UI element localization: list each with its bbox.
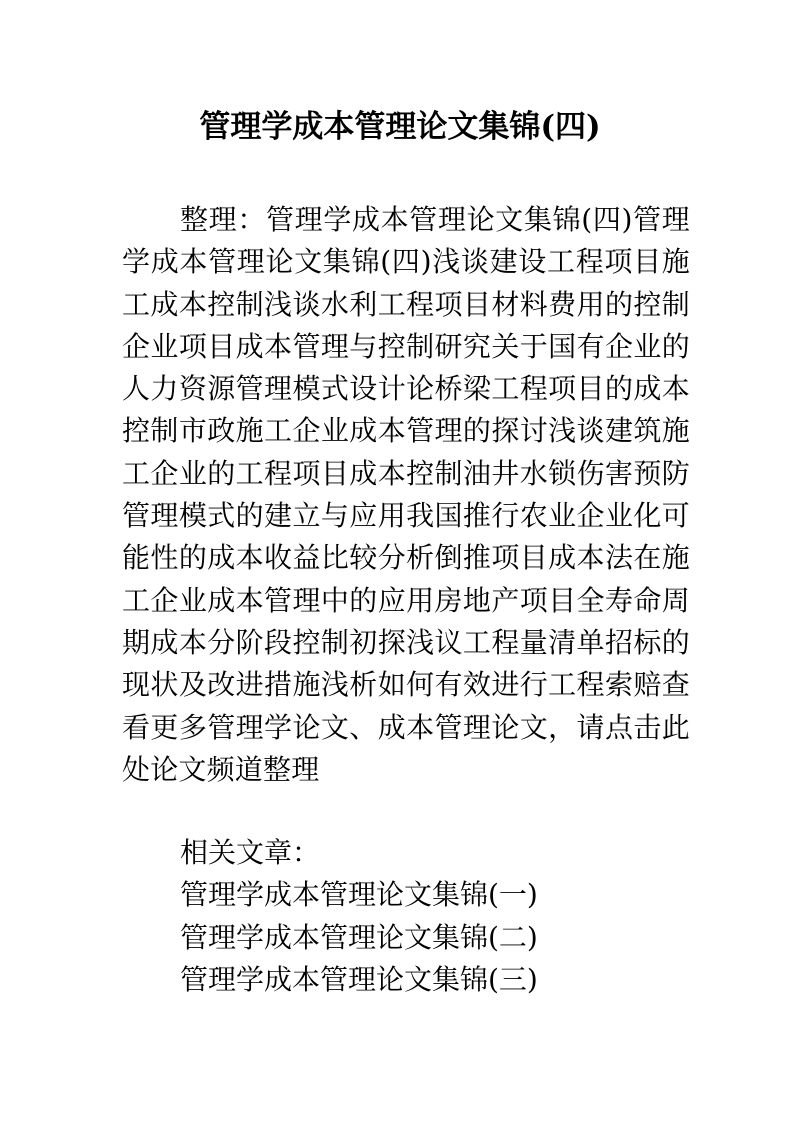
document-title: 管理学成本管理论文集锦(四): [199, 109, 601, 145]
related-article-item: 管理学成本管理论文集锦(二): [180, 920, 538, 954]
related-articles-heading: 相关文章：: [180, 836, 321, 869]
related-articles-list: [180, 832, 700, 1001]
document-body-paragraph: 整理：管理学成本管理论文集锦(四)管理学成本管理论文集锦(四)浅谈建设工程项目施工成本控制浅谈水利工程项目材料费用的控制企业项目成本管理与控制研究关于国有企业的人力资源管理模式设计论桥梁工程项目的成本控制市政施工企业成本管理的探讨浅谈建筑施工企业的工程项目成本控制油井水锁伤害预防管理模式的建立与应用我国推行农业企业化可能性的成本收益比较分析倒推项目成本法在施工企业成本管理中的应用房地产项目全寿命周期成本分阶段控制初探浅议工程量清单招标的现状及改进措施浅析如何有效进行工程索赔查看更多管理学论文、成本管理论文，请点击此处论文频道整理: [122, 203, 690, 786]
related-article-item: 管理学成本管理论文集锦(一): [180, 878, 538, 912]
related-article-item: 管理学成本管理论文集锦(三): [180, 962, 538, 996]
